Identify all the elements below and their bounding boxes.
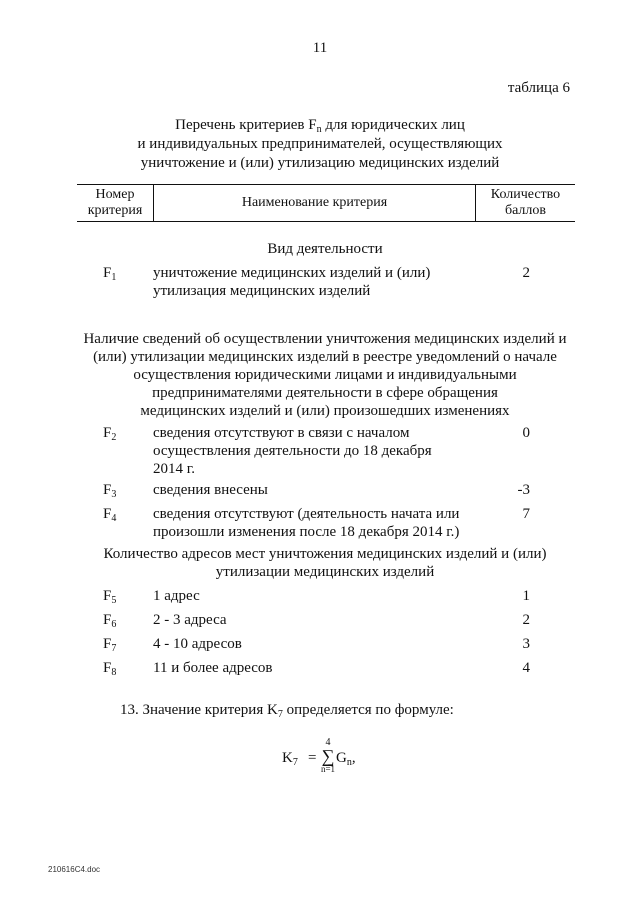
title-line-1-suffix: для юридических лиц — [321, 117, 465, 133]
table-header — [77, 184, 575, 222]
criterion-name: сведения внесены — [153, 482, 268, 498]
section-addresses — [70, 545, 580, 581]
criterion-code: $F_5$ — [103, 588, 117, 606]
formula-lhs: $K_7$ — [282, 750, 298, 768]
table-title — [80, 116, 560, 173]
criterion-score: 0 — [522, 425, 530, 441]
table-label: таблица 6 — [507, 80, 570, 96]
section-title-line: Количество адресов мест уничтожения медицинских изделий и (или) — [103, 546, 547, 562]
file-name-footer: 210616C4.doc — [48, 865, 101, 874]
criterion-name: 1 адрес — [153, 588, 200, 604]
section-title-line: Наличие сведений об осуществлении уничтожения медицинских изделий и — [83, 331, 567, 347]
criterion-code: $F_1$ — [103, 265, 117, 283]
header-name: Наименование критерия — [154, 185, 476, 221]
section-title-line: предпринимателями деятельности в сфере обращения — [152, 385, 498, 401]
criterion-name: сведения отсутствуют (деятельность начата или произошли изменения после 18 декабря 2014 г.) — [153, 506, 460, 540]
criterion-score: 3 — [522, 636, 530, 652]
title-line-1 — [80, 116, 560, 135]
title-line-1-prefix: Перечень критериев F — [175, 117, 317, 133]
criterion-name: 4 - 10 адресов — [153, 636, 242, 652]
section-registry — [70, 330, 580, 420]
section-activity — [70, 240, 580, 258]
title-line-3: уничтожение и (или) утилизацию медицинских изделий — [140, 155, 500, 171]
criterion-code: $F_7$ — [103, 636, 117, 654]
criterion-code: $F_4$ — [103, 506, 117, 524]
criterion-code: $F_3$ — [103, 482, 117, 500]
section-title-line: осуществления юридическими лицами и индивидуальными — [133, 367, 517, 383]
criterion-score: 1 — [522, 588, 530, 604]
summation-icon: 4 ∑ n=1 — [320, 737, 336, 774]
criterion-score: 2 — [522, 612, 530, 628]
title-line-2: и индивидуальных предпринимателей, осуществляющих — [137, 136, 503, 152]
criterion-code: $F_8$ — [103, 660, 117, 678]
page-number: 11 — [312, 40, 328, 56]
section-title-line: Вид деятельности — [267, 241, 383, 257]
criterion-score: 4 — [522, 660, 530, 676]
criterion-name: уничтожение медицинских изделий и (или) утилизация медицинских изделий — [153, 265, 431, 299]
formula-equals: = — [308, 750, 317, 766]
section-title-line: медицинских изделий и (или) произошедших изменениях — [140, 403, 510, 419]
formula-intro: 13. Значение критерия $K_7$ определяется по формуле: — [120, 702, 454, 720]
section-title-line: (или) утилизации медицинских изделий в реестре уведомлений о начале — [93, 349, 557, 365]
criterion-code: $F_6$ — [103, 612, 117, 630]
formula — [282, 738, 392, 778]
criterion-code: $F_2$ — [103, 425, 117, 443]
formula-term: $G_n$, — [336, 750, 356, 768]
header-score: Количество баллов — [490, 187, 561, 218]
section-title-line: утилизации медицинских изделий — [215, 564, 435, 580]
criterion-name: 2 - 3 адреса — [153, 612, 227, 628]
criterion-score: -3 — [517, 482, 530, 498]
criterion-name: сведения отсутствуют в связи с началом осуществления деятельности до 18 декабря 2014 г. — [153, 425, 432, 477]
criterion-score: 2 — [522, 265, 530, 281]
criterion-score: 7 — [522, 506, 530, 522]
criterion-name: 11 и более адресов — [153, 660, 273, 676]
title-subscript: n — [316, 124, 322, 135]
header-number: Номер критерия — [77, 185, 154, 221]
